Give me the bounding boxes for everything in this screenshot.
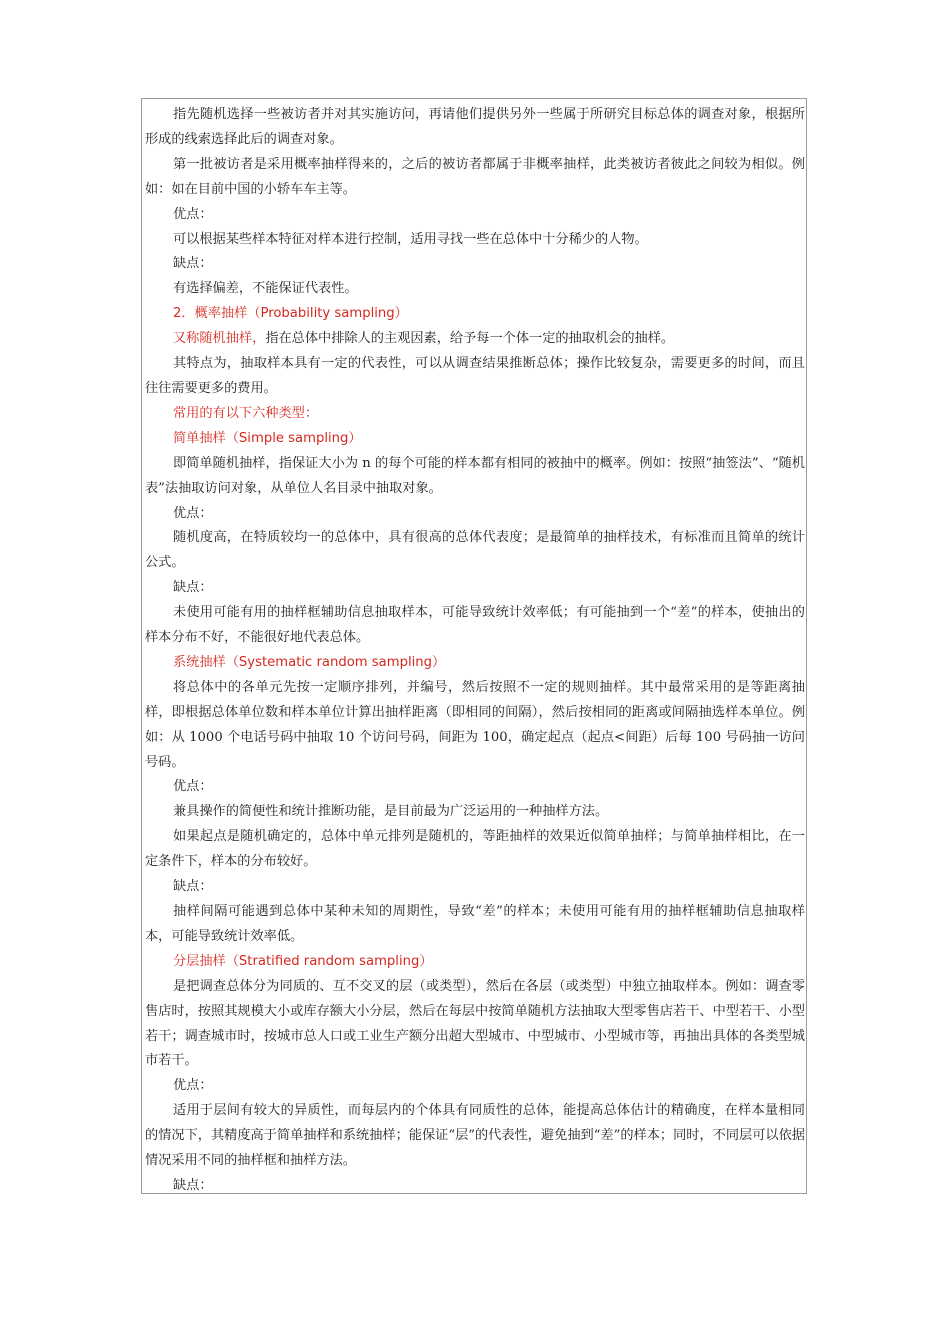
paragraph: 其特点为，抽取样本具有一定的代表性，可以从调查结果推断总体；操作比较复杂，需要更多的时间，而且往往需要更多的费用。 [145,356,805,396]
paragraph: 可以根据某些样本特征对样本进行控制，适用寻找一些在总体中十分稀少的人物。 [173,231,648,247]
paragraph-text: 指在总体中排除人的主观因素，给予每一个体一定的抽取机会的抽样。 [265,331,675,347]
paragraph: 是把调查总体分为同质的、互不交叉的层（或类型），然后在各层（或类型）中独立抽取样本。例如：调查零售店时，按照其规模大小或库存额大小分层，然后在每层中按简单随机方法抽取大型零售店若干、中型若干、小型若干；调查城市时，按城市总人口或工业生产额分出超大型城市、中型城市、小型城市等，再抽出具体的各类型城市若干。 [145,978,805,1069]
label-advantages: 优点： [173,1078,213,1094]
paragraph [145,327,805,352]
types-intro: 常用的有以下六种类型： [173,405,319,421]
label-advantages: 优点： [173,206,213,222]
document-frame [141,98,807,1194]
section-heading-probability-sampling: 2．概率抽样（Probability sampling） [173,306,408,322]
paragraph: 指先随机选择一些被访者并对其实施访问，再请他们提供另外一些属于所研究目标总体的调查对象，根据所形成的线索选择此后的调查对象。 [145,107,805,147]
label-disadvantages: 缺点： [173,580,213,596]
paragraph: 即简单随机抽样，指保证大小为 n 的每个可能的样本都有相同的被抽中的概率。例如：按照“抽签法”、“随机表”法抽取访问对象，从单位人名目录中抽取对象。 [145,455,805,496]
label-advantages: 优点： [173,505,213,521]
paragraph: 随机度高，在特质较均一的总体中，具有很高的总体代表度；是最简单的抽样技术，有标准而且简单的统计公式。 [145,530,805,571]
highlight-text: 又称随机抽样， [173,331,266,347]
subheading-simple-sampling: 简单抽样（Simple sampling） [173,430,362,446]
label-disadvantages: 缺点： [173,256,213,272]
paragraph: 如果起点是随机确定的，总体中单元排列是随机的，等距抽样的效果近似简单抽样；与简单抽样相比，在一定条件下，样本的分布较好。 [145,829,805,870]
subheading-systematic-sampling: 系统抽样（Systematic random sampling） [173,654,446,670]
label-advantages: 优点： [173,779,213,795]
label-disadvantages: 缺点： [173,879,213,895]
paragraph: 将总体中的各单元先按一定顺序排列，并编号，然后按照不一定的规则抽样。其中最常采用的是等距离抽样，即根据总体单位数和样本单位计算出抽样距离（即相同的间隔），然后按相同的距离或间隔抽选样本单位。例如：从 1000 个电话号码中抽取 10 个访问号码，间距为 100，确定起点（起点<间距）后每 100 号码抽一访问号码。 [145,679,805,770]
paragraph: 抽样间隔可能遇到总体中某种未知的周期性，导致“差”的样本；未使用可能有用的抽样框辅助信息抽取样本，可能导致统计效率低。 [145,904,805,944]
document-body [145,103,805,1199]
paragraph: 适用于层间有较大的异质性，而每层内的个体具有同质性的总体，能提高总体估计的精确度，在样本量相同的情况下，其精度高于简单抽样和系统抽样；能保证“层”的代表性，避免抽到“差”的样本；同时，不同层可以依据情况采用不同的抽样框和抽样方法。 [145,1103,805,1169]
subheading-stratified-sampling: 分层抽样（Stratified random sampling） [173,953,433,969]
paragraph: 有选择偏差，不能保证代表性。 [173,281,358,297]
paragraph: 第一批被访者是采用概率抽样得来的，之后的被访者都属于非概率抽样，此类被访者彼此之间较为相似。例如：如在目前中国的小轿车车主等。 [145,156,805,197]
label-disadvantages: 缺点： [173,1177,213,1193]
paragraph: 兼具操作的简便性和统计推断功能，是目前最为广泛运用的一种抽样方法。 [173,804,609,820]
paragraph: 未使用可能有用的抽样框辅助信息抽取样本，可能导致统计效率低；有可能抽到一个“差”的样本，使抽出的样本分布不好，不能很好地代表总体。 [145,605,805,646]
